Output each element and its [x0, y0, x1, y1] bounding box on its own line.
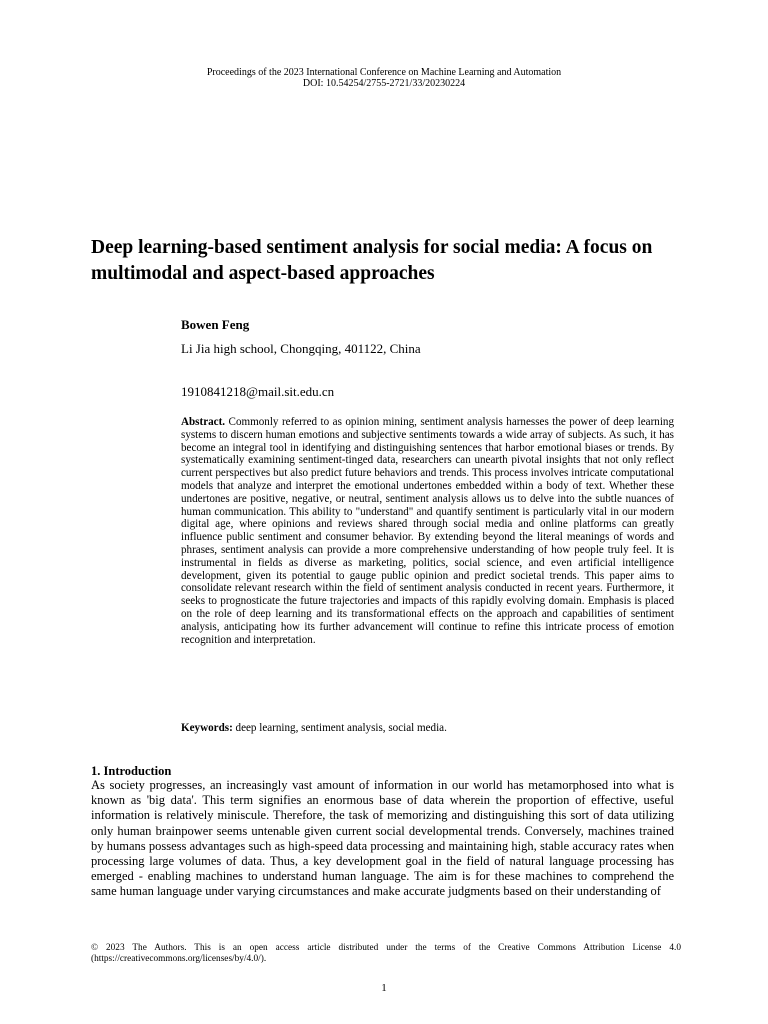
- running-header: [0, 67, 768, 89]
- license-footnote: © 2023 The Authors. This is an open access article distributed under the terms of the Creative Commons Attribution License 4.0 (https://creativecommons.org/licenses/by/4.0/).: [91, 943, 681, 964]
- author-affiliation: Li Jia high school, Chongqing, 401122, China: [181, 341, 421, 356]
- abstract-label: Abstract.: [181, 416, 226, 428]
- paper-title: Deep learning-based sentiment analysis for social media: A focus on multimodal and aspect-based approaches: [91, 237, 653, 284]
- doi-line: DOI: 10.54254/2755-2721/33/20230224: [302, 78, 466, 89]
- page-number: 1: [381, 982, 387, 994]
- keywords-label: Keywords:: [181, 722, 233, 734]
- keywords-text: deep learning, sentiment analysis, social media.: [232, 722, 447, 734]
- proceedings-line: Proceedings of the 2023 International Conference on Machine Learning and Automation: [206, 67, 562, 78]
- abstract: [181, 416, 674, 646]
- introduction-text: As society progresses, an increasingly vast amount of information in our world has metamorphosed into what is known as 'big data'. This term signifies an enormous base of data wherein the proportion of effective, useful information is relatively miniscule. Therefore, the task of memorizing and distinguishing this sort of data utilizing only human brainpower seems untenable given current social developmental trends. Conversely, machines trained by humans possess advantages such as high-speed data processing and maintaining high, stable accuracy rates when processing large volumes of data. Thus, a key development goal in the field of natural language processing has emerged - enabling machines to understand human language. The aim is for these machines to comprehend the same human language under varying circumstances and make accurate judgments based on their understanding of: [91, 778, 674, 899]
- section-heading-introduction: 1. Introduction: [91, 764, 172, 778]
- keywords: [181, 722, 674, 735]
- abstract-text: Commonly referred to as opinion mining, sentiment analysis harnesses the power of deep learning systems to discern human emotions and subjective sentiments towards a wide array of subjects. As such, it has become an integral tool in identifying and distinguishing sentences that harbor emotional biases or trends. By systematically examining sentiment-tinged data, researchers can unearth pivotal insights that not only reflect current perspectives but also predict future behaviors and trends. This process involves intricate computational models that analyze and interpret the emotional undertones embedded within a body of text. Whether these undertones are positive, negative, or neutral, sentiment analysis allows us to delve into the subtle nuances of human communication. This ability to "understand" and quantify sentiment is particularly vital in our modern digital age, where opinions and reviews shared through social media and online platforms can greatly influence public sentiment and consumer behavior. By extending beyond the literal meanings of words and phrases, sentiment analysis can provide a more comprehensive understanding of how people truly feel. It is instrumental in fields as diverse as marketing, politics, social science, and even artificial intelligence development, given its potential to gauge public opinion and predict societal trends. This paper aims to consolidate relevant research within the field of sentiment analysis conducted in recent years. Furthermore, it seeks to prognosticate the future trajectories and impacts of this rapidly evolving domain. Emphasis is placed on the role of deep learning and its transformational effects on the approach and capabilities of sentiment analysis, anticipating how its further advancement will continue to refine this intricate process of emotion recognition and interpretation.: [181, 416, 674, 646]
- author-email: 1910841218@mail.sit.edu.cn: [181, 384, 335, 399]
- author-name: Bowen Feng: [181, 317, 250, 332]
